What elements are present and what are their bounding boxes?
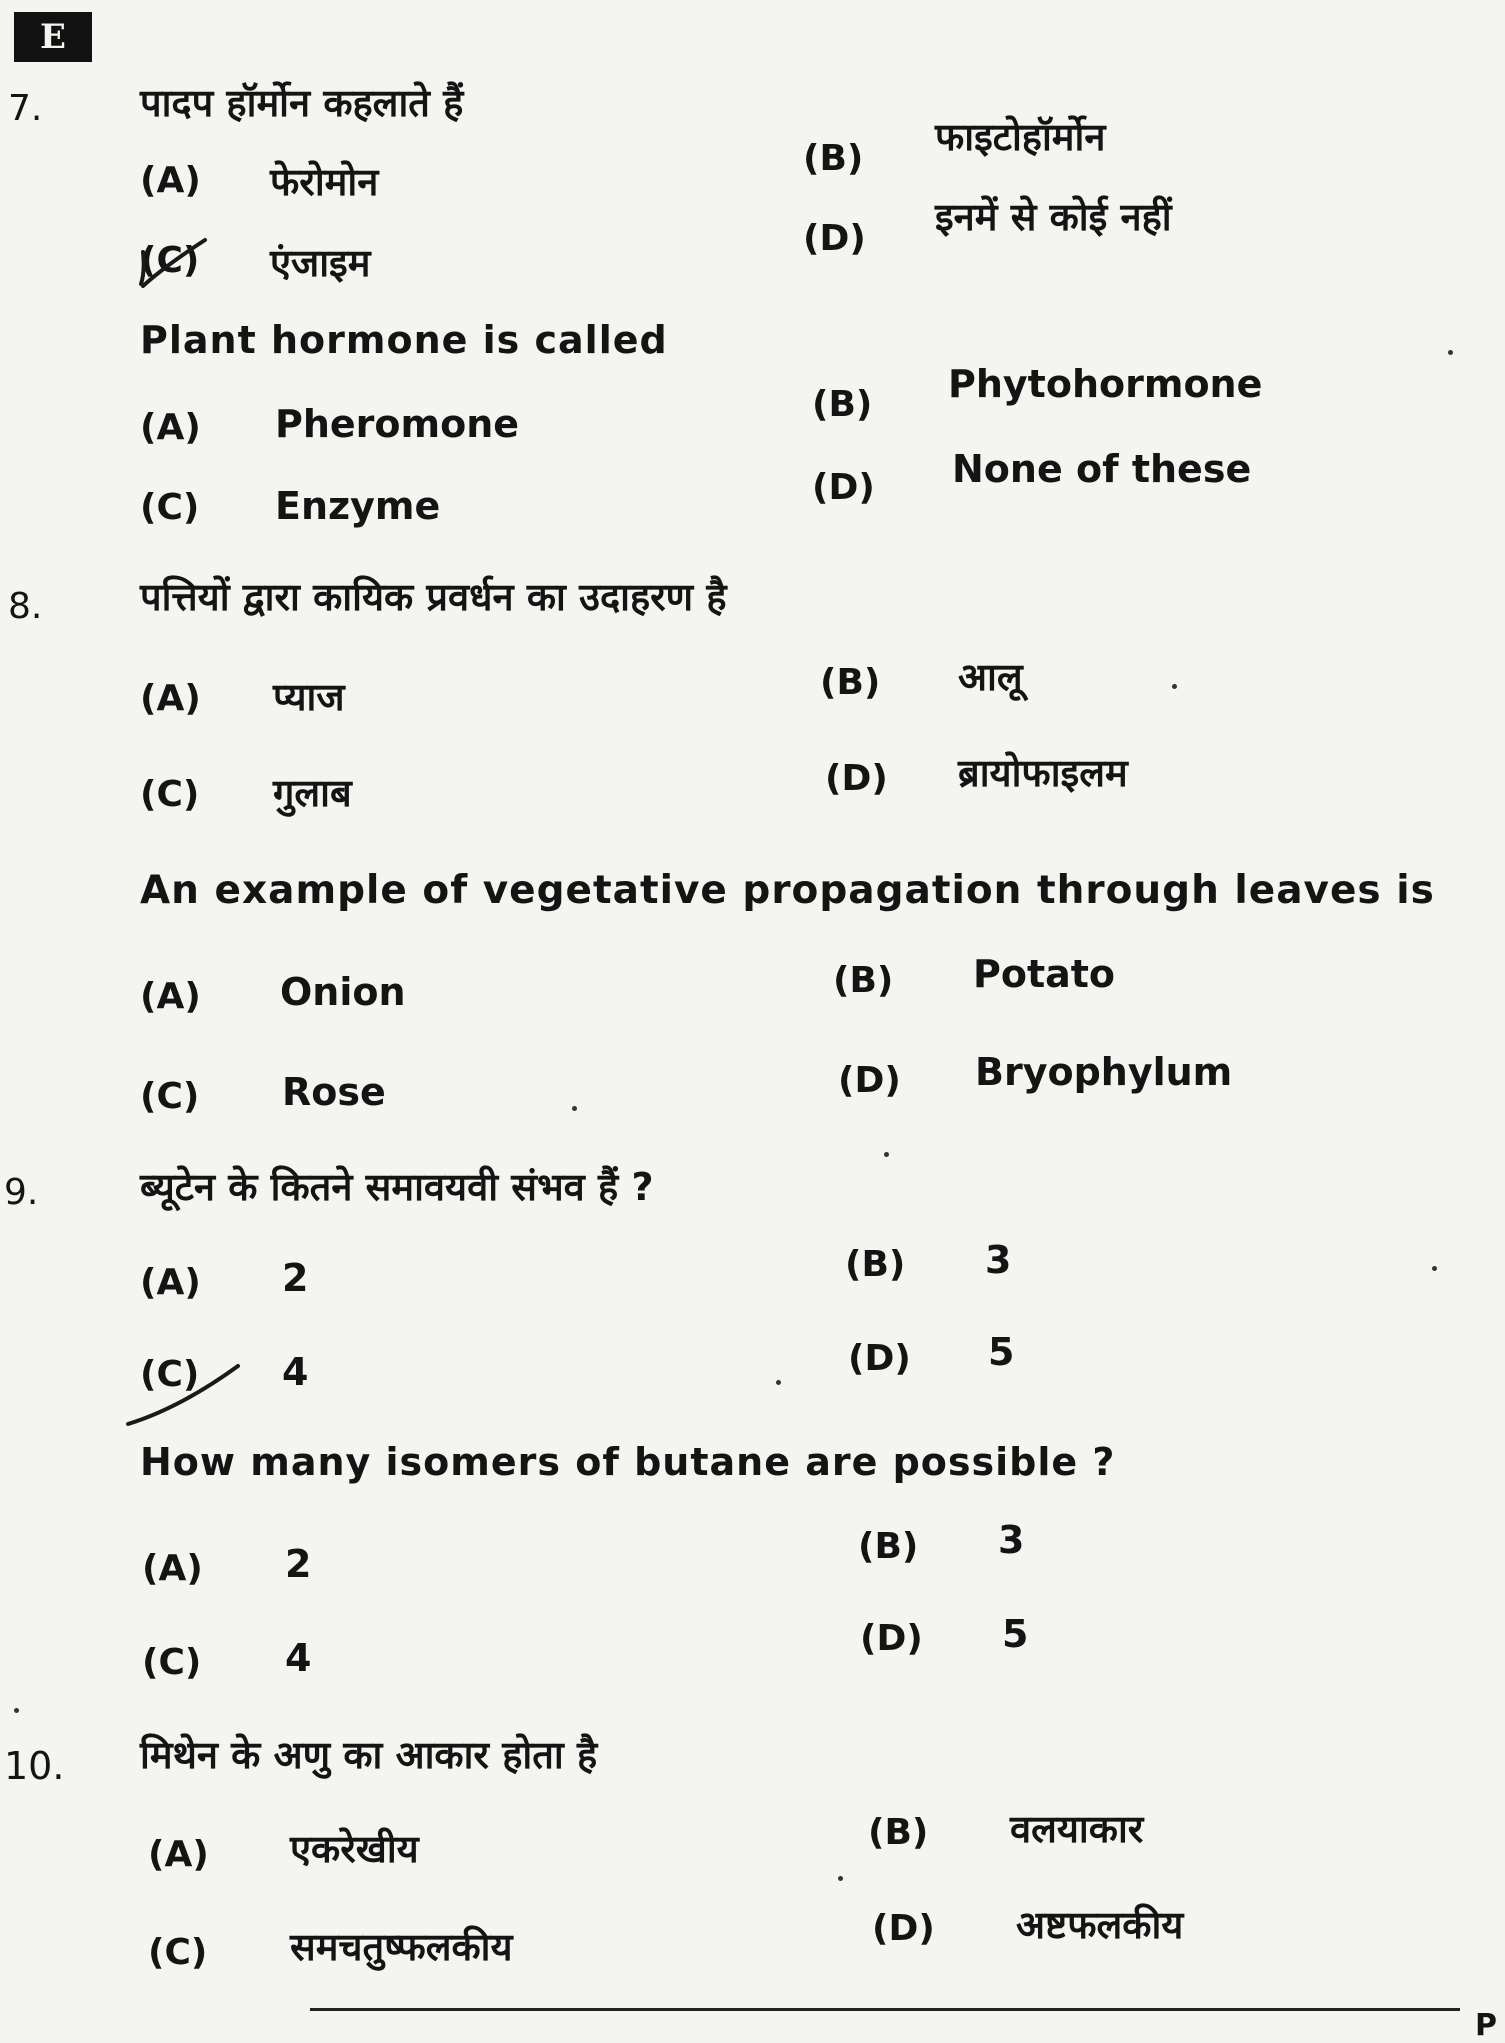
option-label-d: (D) (860, 1618, 923, 1659)
scan-speck (572, 1106, 577, 1111)
option-text-hindi-d: अष्टफलकीय (1016, 1903, 1184, 1947)
option-label-c: (C) (140, 240, 200, 281)
option-text-english-b: Potato (973, 952, 1116, 996)
page-corner-mark: P (1475, 2008, 1497, 2043)
option-label-d: (D) (848, 1338, 911, 1379)
question-text-hindi: पत्तियों द्वारा कायिक प्रवर्धन का उदाहरण है (140, 575, 727, 619)
option-text-hindi-d: ब्रायोफाइलम (958, 751, 1128, 795)
option-label-b: (B) (833, 960, 894, 1001)
option-text-hindi-a: एकरेखीय (290, 1827, 419, 1871)
option-label-c: (C) (148, 1932, 208, 1973)
option-text-hindi-b: 3 (985, 1238, 1012, 1282)
scan-speck (776, 1380, 781, 1385)
option-label-c: (C) (140, 1354, 200, 1395)
question-number: 10. (4, 1744, 65, 1788)
option-label-d: (D) (825, 758, 888, 799)
question-text-english: An example of vegetative propagation through leaves is (140, 868, 1435, 913)
option-label-b: (B) (845, 1244, 906, 1285)
option-text-hindi-a: प्याज (273, 675, 345, 719)
scan-speck (1448, 350, 1453, 355)
scan-speck (1432, 1266, 1437, 1271)
option-text-english-c: Rose (282, 1070, 386, 1114)
question-text-english: Plant hormone is called (140, 318, 668, 362)
option-text-english-c: Enzyme (275, 484, 441, 528)
option-label-c: (C) (140, 1076, 200, 1117)
question-text-hindi: ब्यूटेन के कितने समावयवी संभव हैं ? (140, 1165, 654, 1209)
option-label-a: (A) (140, 407, 201, 448)
option-label-b: (B) (803, 138, 864, 179)
question-text-hindi: पादप हॉर्मोन कहलाते हैं (140, 81, 464, 125)
option-text-english-a: 2 (285, 1542, 312, 1586)
option-label-c: (C) (140, 774, 200, 815)
option-label-a: (A) (148, 1834, 209, 1875)
option-text-hindi-d: 5 (988, 1330, 1015, 1374)
option-label-c: (C) (140, 487, 200, 528)
option-text-hindi-d: इनमें से कोई नहीं (935, 195, 1172, 239)
set-badge: E (14, 12, 92, 62)
scan-speck (1172, 684, 1177, 689)
option-label-a: (A) (140, 678, 201, 719)
option-text-english-d: Bryophylum (975, 1050, 1233, 1094)
option-label-d: (D) (872, 1908, 935, 1949)
question-text-hindi: मिथेन के अणु का आकार होता है (140, 1733, 598, 1777)
option-text-english-c: 4 (285, 1636, 312, 1680)
option-text-hindi-b: आलू (958, 655, 1023, 699)
option-label-d: (D) (812, 467, 875, 508)
question-number: 8. (8, 586, 43, 627)
scan-speck (838, 1876, 843, 1881)
scan-speck (14, 1708, 19, 1713)
question-number: 9. (4, 1172, 39, 1213)
footer-rule (310, 2008, 1460, 2011)
option-label-b: (B) (858, 1526, 919, 1567)
option-text-english-a: Onion (280, 970, 406, 1014)
option-text-hindi-a: फेरोमोन (270, 160, 379, 204)
option-text-hindi-b: फाइटोहॉर्मोन (935, 115, 1106, 159)
option-text-hindi-c: गुलाब (273, 771, 352, 815)
option-text-hindi-c: समचतुष्फलकीय (290, 1925, 513, 1969)
option-label-a: (A) (140, 976, 201, 1017)
option-label-b: (B) (868, 1812, 929, 1853)
option-text-english-d: None of these (952, 447, 1252, 491)
option-label-a: (A) (140, 160, 201, 201)
option-text-hindi-c: 4 (282, 1350, 309, 1394)
option-text-english-a: Pheromone (275, 402, 520, 446)
option-text-english-b: 3 (998, 1518, 1025, 1562)
option-text-hindi-c: एंजाइम (270, 241, 371, 285)
scan-speck (884, 1152, 889, 1157)
option-label-b: (B) (820, 662, 881, 703)
option-label-c: (C) (142, 1642, 202, 1683)
option-label-d: (D) (838, 1060, 901, 1101)
option-label-b: (B) (812, 384, 873, 425)
question-text-english: How many isomers of butane are possible ? (140, 1440, 1116, 1484)
option-label-a: (A) (142, 1548, 203, 1589)
option-label-d: (D) (803, 218, 866, 259)
option-text-english-d: 5 (1002, 1612, 1029, 1656)
option-label-a: (A) (140, 1262, 201, 1303)
option-text-hindi-b: वलयाकार (1010, 1807, 1144, 1851)
option-text-english-b: Phytohormone (948, 362, 1263, 406)
option-text-hindi-a: 2 (282, 1256, 309, 1300)
question-number: 7. (8, 88, 43, 129)
